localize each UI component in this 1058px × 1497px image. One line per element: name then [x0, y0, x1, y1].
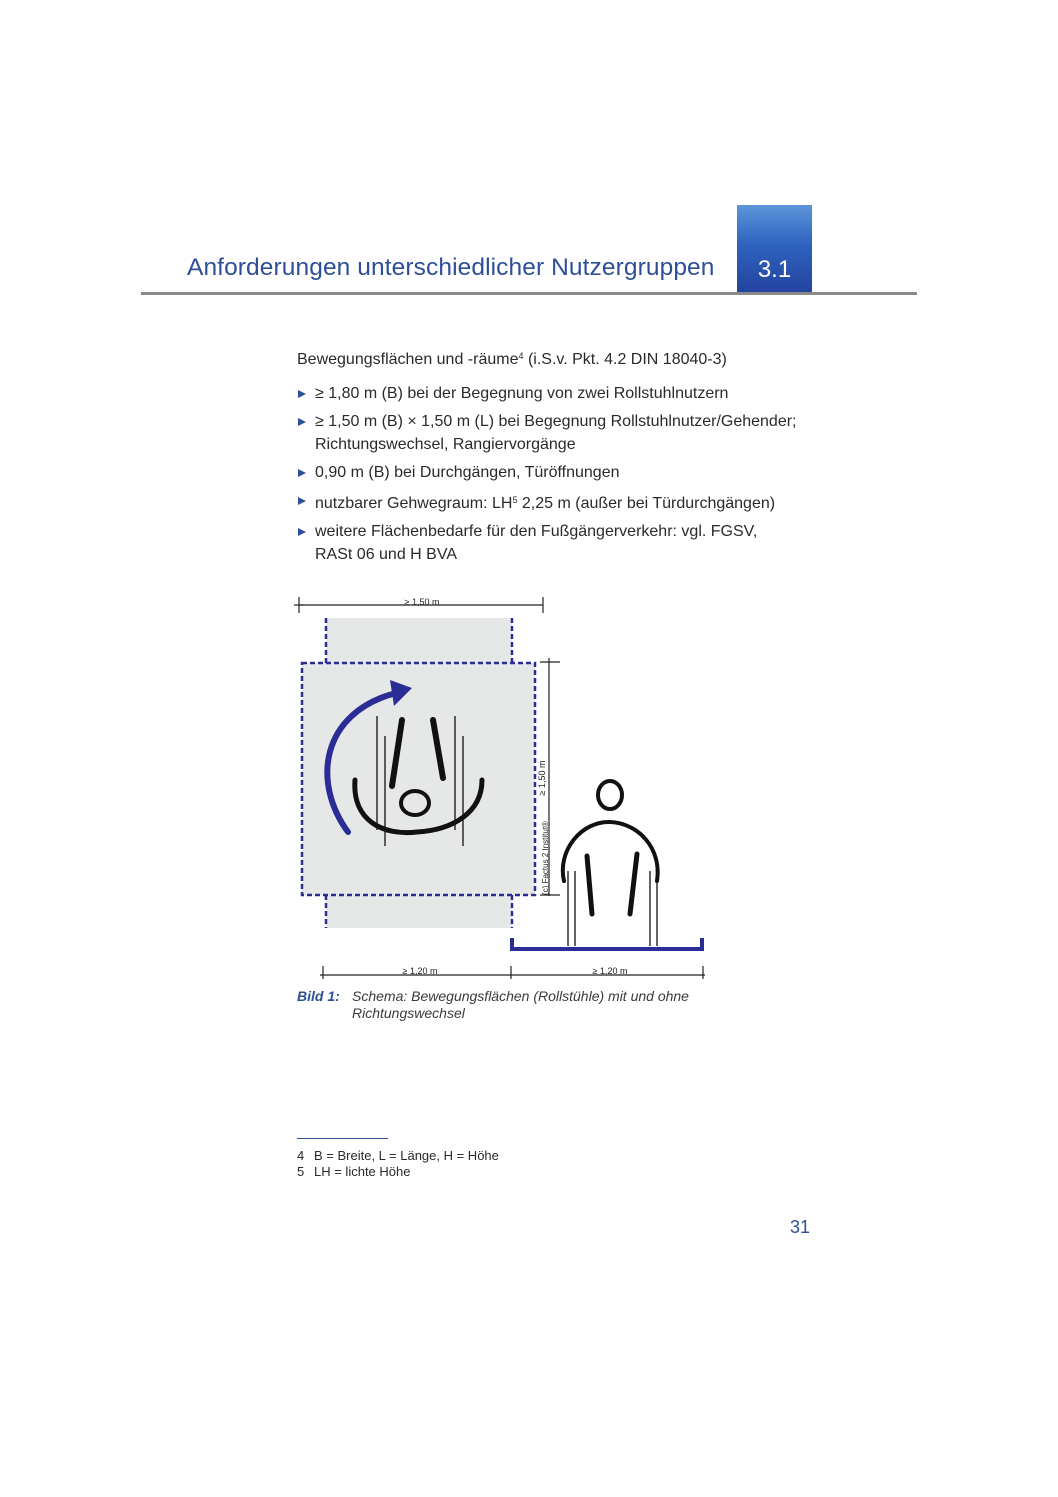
list-item-text: weitere Flächenbedarfe für den Fußgängerverkehr: vgl. FGSV,	[315, 523, 758, 540]
caption-label: Bild 1:	[297, 988, 340, 1004]
dimension-label-bottom-right: ≥ 1,20 m	[592, 966, 628, 976]
triangle-bullet-icon	[298, 390, 306, 398]
intro-text: Bewegungsflächen und -räume	[297, 351, 519, 368]
list-item-text: ≥ 1,50 m (B) × 1,50 m (L) bei Begegnung Rollstuhlnutzer/Gehender;	[315, 413, 797, 430]
triangle-bullet-icon	[298, 528, 306, 536]
dimension-label-top: ≥ 1,50 m	[404, 597, 440, 607]
list-item	[297, 410, 797, 456]
list-item-text: 0,90 m (B) bei Durchgängen, Türöffnungen	[315, 464, 620, 481]
page-number: 31	[790, 1217, 811, 1237]
dimension-label-side: ≥ 1,50 m	[537, 760, 547, 796]
list-item-text: ≥ 1,80 m (B) bei der Begegnung von zwei Rollstuhlnutzern	[315, 385, 729, 402]
list-item	[297, 489, 797, 515]
intro-rest: (i.S.v. Pkt. 4.2 DIN 18040-3)	[523, 351, 727, 368]
footnote-ref-4: 4	[518, 351, 524, 361]
list-item	[297, 382, 797, 405]
list-item	[297, 520, 797, 566]
triangle-bullet-icon	[298, 469, 306, 477]
dimension-bottom	[320, 966, 705, 979]
footnote	[297, 1148, 499, 1164]
triangle-bullet-icon	[298, 497, 306, 505]
caption-text-line2: Richtungswechsel	[352, 1005, 465, 1021]
footnote-divider	[297, 1138, 388, 1139]
section-intro	[297, 351, 727, 369]
chapter-number: 3.1	[757, 256, 792, 283]
list-item-text-line2: RASt 06 und H BVA	[315, 546, 457, 563]
chapter-badge	[737, 205, 812, 292]
movement-area-diagram	[292, 588, 707, 980]
caption-text: Schema: Bewegungsflächen (Rollstühle) mit und ohne	[352, 988, 689, 1004]
footnotes	[297, 1148, 499, 1180]
footnote-number: 5	[297, 1164, 305, 1179]
requirements-list	[297, 382, 797, 571]
figure-caption	[297, 988, 689, 1021]
turning-area-fill-wide	[302, 663, 535, 895]
list-item	[297, 461, 797, 484]
list-item-text: nutzbarer Gehwegraum: LH	[315, 495, 513, 512]
copyright-note: (c) Factus 2 Institut®	[541, 821, 550, 895]
footnote-text: LH = lichte Höhe	[314, 1164, 411, 1179]
triangle-bullet-icon	[298, 418, 306, 426]
footnote	[297, 1164, 499, 1180]
list-item-text-rest: 2,25 m (außer bei Türdurchgängen)	[517, 495, 776, 512]
page-title: Anforderungen unterschiedlicher Nutzergruppen	[187, 254, 715, 281]
footnote-ref-5: 5	[512, 495, 518, 505]
list-item-text-line2: Richtungswechsel, Rangiervorgänge	[315, 436, 576, 453]
header-divider	[141, 292, 917, 295]
floor-line	[512, 938, 702, 949]
footnote-text: B = Breite, L = Länge, H = Höhe	[314, 1148, 499, 1163]
dimension-label-bottom-left: ≥ 1,20 m	[402, 966, 438, 976]
footnote-number: 4	[297, 1148, 305, 1163]
pedestrian-icon	[563, 781, 658, 946]
